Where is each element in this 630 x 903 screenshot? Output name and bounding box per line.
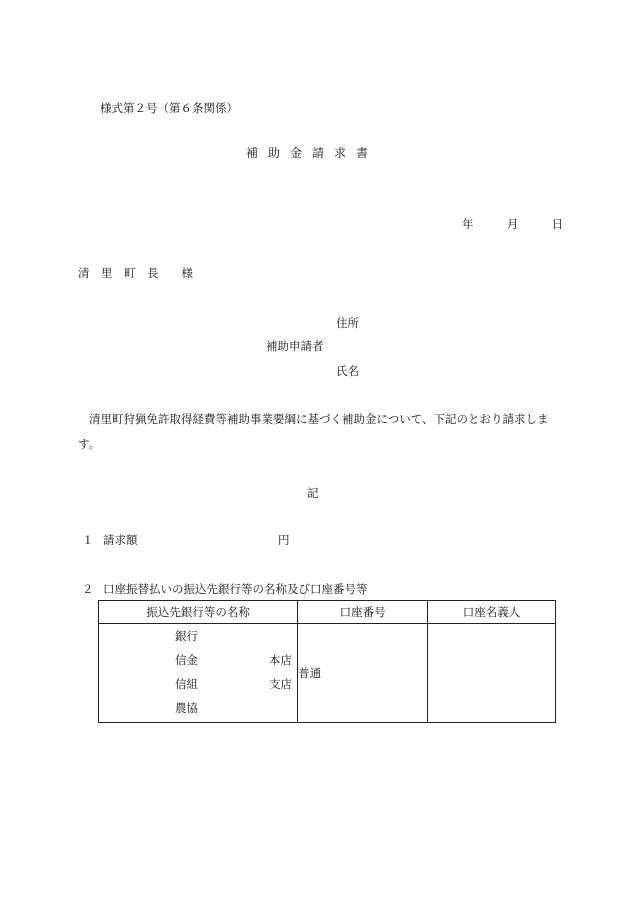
table-row	[99, 624, 556, 723]
bank-type-shinkin: 信金	[175, 653, 198, 667]
account-holder-cell[interactable]	[428, 624, 556, 723]
applicant-label: 補助申請者	[266, 339, 324, 353]
account-type: 普通	[298, 666, 322, 680]
header-account-holder: 口座名義人	[428, 601, 556, 624]
date-line	[462, 216, 563, 232]
date-day: 日	[551, 217, 564, 231]
form-number: 様式第２号（第６条関係）	[100, 101, 238, 115]
document-title: 補助金請求書	[246, 146, 379, 160]
bank-account-table	[98, 600, 556, 723]
header-bank-name: 振込先銀行等の名称	[99, 601, 298, 624]
bank-type-shinkumi: 信組	[175, 677, 198, 691]
item1-number: １	[82, 533, 94, 547]
bank-type-bank: 銀行	[175, 629, 198, 643]
account-number-cell[interactable]	[298, 624, 428, 723]
item1-unit: 円	[278, 533, 290, 547]
bank-type-noukyou: 農協	[175, 701, 198, 715]
addressee: 清 里 町 長 様	[78, 266, 193, 280]
branch-type-branch: 支店	[269, 677, 292, 691]
table-header-row	[99, 601, 556, 624]
header-account-number: 口座番号	[298, 601, 428, 624]
request-body-text: 清里町狩猟免許取得経費等補助事業要綱に基づく補助金について、下記のとおり請求します。	[78, 412, 549, 451]
ki-heading: 記	[307, 486, 319, 500]
name-label: 氏名	[336, 364, 359, 378]
address-label: 住所	[336, 316, 359, 330]
date-year: 年	[462, 217, 474, 231]
bank-name-cell[interactable]	[99, 624, 298, 723]
item2-number: ２	[82, 582, 94, 596]
item2-label: 口座振替払いの振込先銀行等の名称及び口座番号等	[103, 582, 368, 596]
branch-type-head: 本店	[269, 653, 292, 667]
date-month: 月	[506, 217, 519, 231]
item1-label: 請求額	[103, 533, 138, 547]
